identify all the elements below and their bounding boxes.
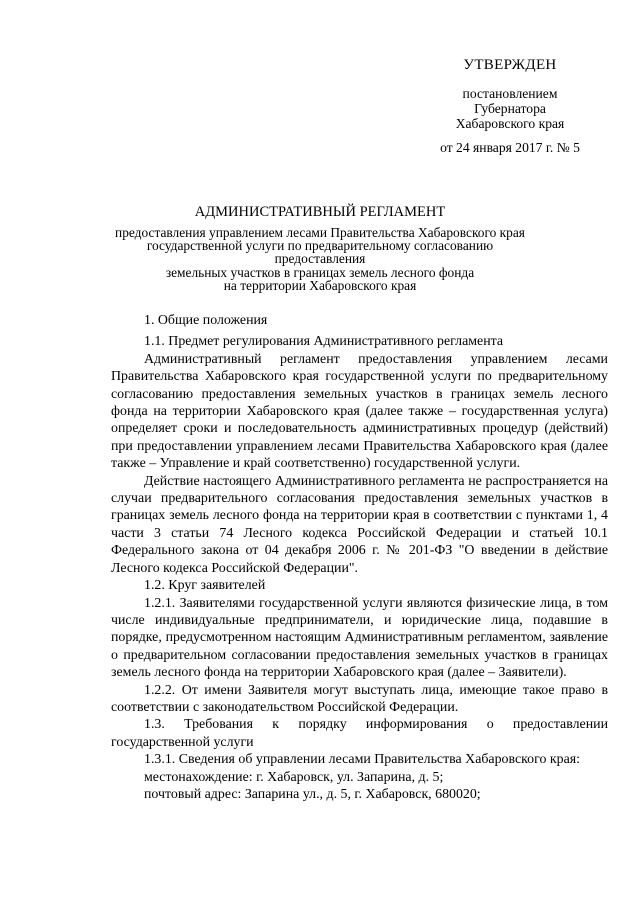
approval-stamp [400, 58, 620, 155]
approval-line-2: Губернатора [474, 101, 546, 116]
approval-line-3: Хабаровского края [455, 116, 565, 131]
body-paragraph: 1.2.2. От имени Заявителя могут выступать лица, имеющие такое право в соответствии с законодательством Российской Федерации. [111, 682, 608, 715]
approval-line-1: постановлением [462, 86, 558, 101]
document-title: АДМИНИСТРАТИВНЫЙ РЕГЛАМЕНТ [194, 204, 446, 220]
document-body [111, 312, 608, 803]
section-heading: 1. Общие положения [144, 313, 268, 328]
body-paragraph: Действие настоящего Административного регламента не распространяется на случаи предварительного согласования предоставления земельных участков в границах земель лесного фонда на территории края в соответствии с пунктами 1, 4 части 3 статьи 74 Лесного кодекса Российской Федерации и статьей 10.1 Федерального закона от 04 декабря 2006 г. № 201-ФЗ "О введении в действие Лесного кодекса Российской Федерации". [111, 473, 608, 576]
body-paragraph: местонахождение: г. Хабаровск, ул. Запарина, д. 5; [144, 769, 444, 785]
approved-heading: УТВЕРЖДЕН [463, 57, 557, 73]
body-paragraph: 1.3.1. Сведения об управлении лесами Правительства Хабаровского края: [144, 752, 580, 768]
approval-date: от 24 января 2017 г. № 5 [440, 140, 580, 155]
body-paragraph: Административный регламент предоставления управлением лесами Правительства Хабаровского края государственной услуги по предварительному согласованию предоставления земельных участков в границах земель лесного фонда на территории Хабаровского края (далее также – государственная услуга) определяет сроки и последовательность административных процедур (действий) при предоставлении управлением лесами Правительства Хабаровского края (далее также – Управление и край соответственно) государственной услуги. [111, 351, 608, 472]
subtitle-line: предоставления управлением лесами Правительства Хабаровского края [115, 225, 525, 240]
subtitle-line: земельных участков в границах земель лесного фонда [165, 264, 475, 280]
body-paragraph: почтовый адрес: Запарина ул., д. 5, г. Хабаровск, 680020; [144, 786, 481, 802]
document-subtitle [100, 226, 540, 292]
subsection-heading: 1.1. Предмет регулирования Административного регламента [144, 334, 504, 350]
body-paragraph: 1.2.1. Заявителями государственной услуги являются физические лица, в том числе индивидуальные предприниматели, и юридические лица, подавшие в порядке, предусмотренном настоящим Административным регламентом, заявление о предварительном согласовании предоставления земельных участков в границах земель лесного фонда на территории Хабаровского края (далее – Заявители). [111, 595, 608, 681]
subsection-heading: 1.2. Круг заявителей [144, 578, 266, 594]
subsection-heading: 1.3. Требования к порядку информирования о предоставлении государственной услуги [111, 717, 608, 750]
subtitle-line: государственной услуги по предварительному согласованию предоставления [146, 238, 494, 267]
subtitle-line: на территории Хабаровского края [223, 277, 417, 293]
